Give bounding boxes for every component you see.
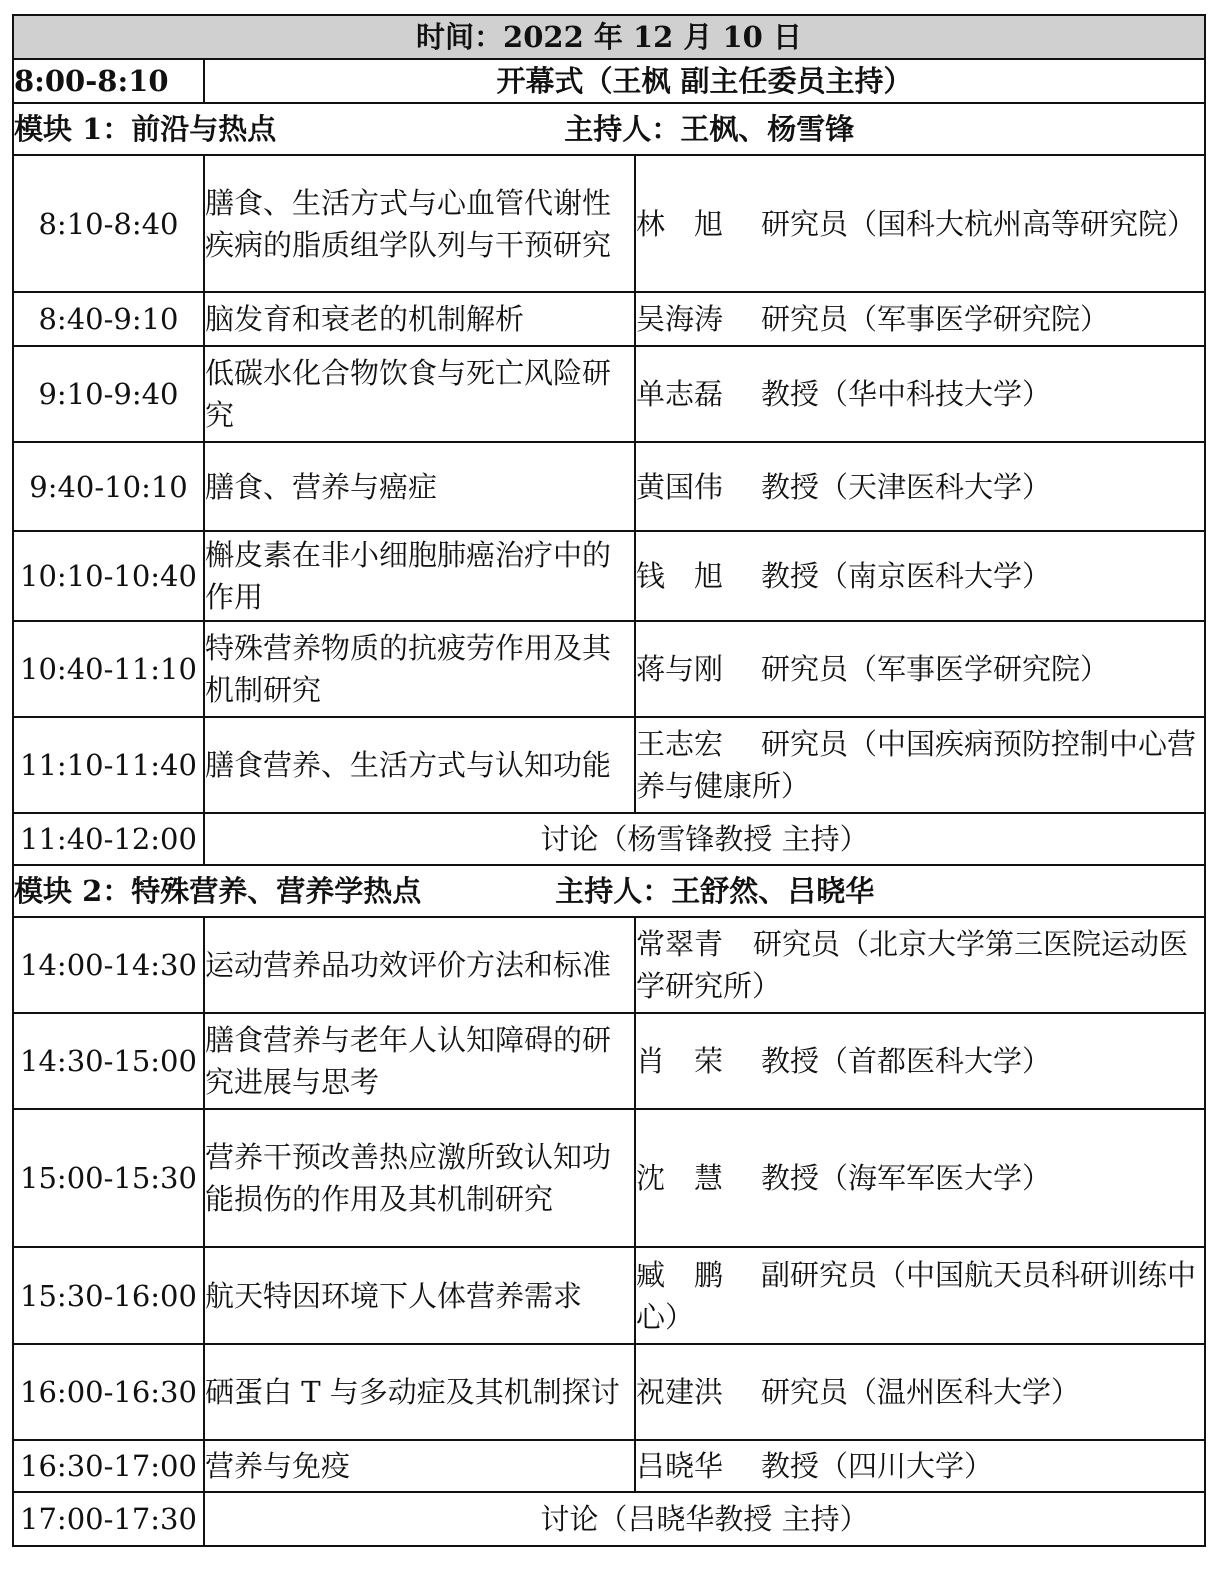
speaker-name: 单志磊 [636, 377, 724, 411]
speaker-role: 教授（首都医科大学） [761, 1044, 1052, 1078]
session-time: 8:40-9:10 [13, 292, 204, 346]
schedule-table [12, 14, 1206, 1547]
session-topic: 特殊营养物质的抗疲劳作用及其机制研究 [204, 621, 635, 717]
speaker-name: 王志宏 [636, 727, 724, 761]
session-row [13, 442, 1205, 531]
session-topic: 膳食营养与老年人认知障碍的研究进展与思考 [204, 1013, 635, 1109]
session-row [13, 1109, 1205, 1247]
session-time: 10:10-10:40 [13, 531, 204, 621]
session-row [13, 531, 1205, 621]
session-time: 10:40-11:10 [13, 621, 204, 717]
speaker-role: 副研究员（中国航天员科研训练中心） [636, 1257, 1197, 1334]
session-row [13, 621, 1205, 717]
speaker-name: 肖 荣 [636, 1044, 724, 1078]
speaker-role: 研究员（温州医科大学） [761, 1375, 1081, 1409]
discussion-time: 17:00-17:30 [13, 1492, 204, 1546]
speaker-name: 钱 旭 [636, 559, 724, 593]
opening-row [13, 59, 1205, 103]
session-time: 15:30-16:00 [13, 1247, 204, 1344]
opening-time: 8:00-8:10 [13, 59, 204, 103]
speaker-role: 研究员（军事医学研究院） [761, 652, 1110, 686]
speaker-name: 蒋与刚 [636, 652, 724, 686]
speaker-name: 吕晓华 [636, 1449, 724, 1483]
discussion-row [13, 813, 1205, 865]
session-topic: 运动营养品功效评价方法和标准 [204, 917, 635, 1013]
session-time: 9:40-10:10 [13, 442, 204, 531]
session-time: 9:10-9:40 [13, 346, 204, 442]
session-time: 14:30-15:00 [13, 1013, 204, 1109]
speaker-name: 臧 鹏 [636, 1257, 724, 1292]
speaker-role: 教授（四川大学） [761, 1449, 994, 1483]
session-topic: 膳食、生活方式与心血管代谢性疾病的脂质组学队列与干预研究 [204, 155, 635, 292]
session-row [13, 717, 1205, 813]
speaker-role: 教授（海军军医大学） [761, 1161, 1052, 1195]
discussion-text: 讨论（杨雪锋教授 主持） [204, 813, 1205, 865]
module-hosts: 主持人：王舒然、吕晓华 [555, 874, 875, 908]
discussion-row [13, 1492, 1205, 1546]
speaker-name: 常翠青 [636, 927, 724, 961]
session-topic: 航天特因环境下人体营养需求 [204, 1247, 635, 1344]
module-hosts: 主持人：王枫、杨雪锋 [564, 112, 855, 146]
session-time: 14:00-14:30 [13, 917, 204, 1013]
session-topic: 槲皮素在非小细胞肺癌治疗中的作用 [204, 531, 635, 621]
speaker-name: 林 旭 [636, 206, 724, 241]
speaker-name: 黄国伟 [636, 469, 724, 504]
speaker-name: 沈 慧 [636, 1161, 724, 1195]
speaker-role: 研究员（北京大学第三医院运动医学研究所） [636, 927, 1189, 1003]
speaker-role: 研究员（中国疾病预防控制中心营养与健康所） [636, 727, 1197, 803]
speaker-role: 研究员（军事医学研究院） [761, 302, 1110, 336]
module-header [13, 865, 1205, 917]
speaker-name: 祝建洪 [636, 1375, 724, 1409]
session-time: 8:10-8:40 [13, 155, 204, 292]
speaker-name: 吴海涛 [636, 302, 724, 336]
session-row [13, 1440, 1205, 1492]
session-row [13, 1247, 1205, 1344]
session-row [13, 292, 1205, 346]
session-topic: 营养与免疫 [204, 1440, 635, 1492]
session-row [13, 346, 1205, 442]
speaker-role: 研究员（国科大杭州高等研究院） [761, 206, 1197, 241]
discussion-time: 11:40-12:00 [13, 813, 204, 865]
speaker-role: 教授（华中科技大学） [761, 377, 1052, 411]
session-time: 16:00-16:30 [13, 1344, 204, 1440]
speaker-role: 教授（南京医科大学） [761, 559, 1052, 593]
session-topic: 低碳水化合物饮食与死亡风险研究 [204, 346, 635, 442]
session-time: 11:10-11:40 [13, 717, 204, 813]
session-time: 15:00-15:30 [13, 1109, 204, 1247]
module-header [13, 103, 1205, 155]
speaker-role: 教授（天津医科大学） [761, 469, 1052, 504]
session-time: 16:30-17:00 [13, 1440, 204, 1492]
session-topic: 脑发育和衰老的机制解析 [204, 292, 635, 346]
module-title: 模块 1：前沿与热点 [14, 112, 277, 146]
session-row [13, 917, 1205, 1013]
date-row [13, 15, 1205, 59]
session-row [13, 1344, 1205, 1440]
opening-title: 开幕式（王枫 副主任委员主持） [204, 59, 1205, 103]
module-title: 模块 2：特殊营养、营养学热点 [14, 874, 422, 908]
session-row [13, 1013, 1205, 1109]
date-line: 时间：2022 年 12 月 10 日 [13, 15, 1205, 59]
discussion-text: 讨论（吕晓华教授 主持） [204, 1492, 1205, 1546]
session-row [13, 155, 1205, 292]
session-topic: 营养干预改善热应激所致认知功能损伤的作用及其机制研究 [204, 1109, 635, 1247]
session-topic: 膳食、营养与癌症 [204, 442, 635, 531]
session-topic: 膳食营养、生活方式与认知功能 [204, 717, 635, 813]
session-topic: 硒蛋白 T 与多动症及其机制探讨 [204, 1344, 635, 1440]
